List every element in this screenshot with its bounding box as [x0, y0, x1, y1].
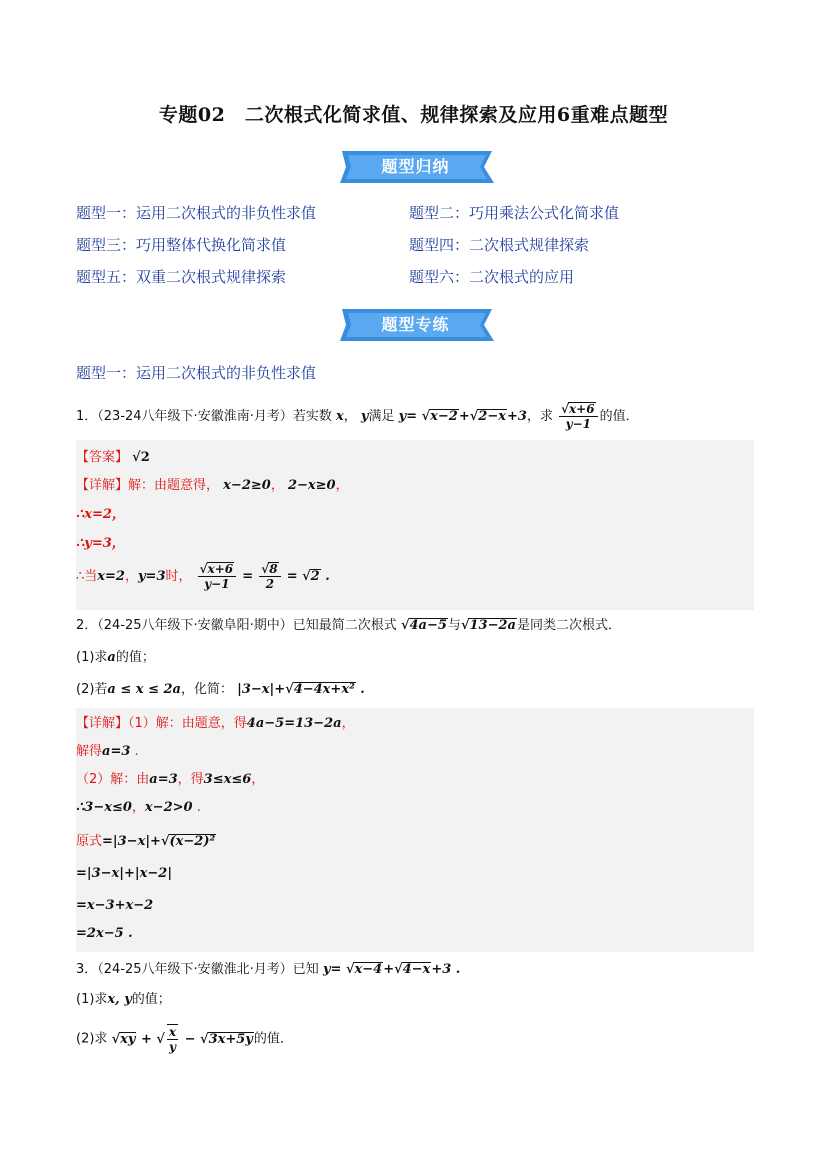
question-2: 2．（24-25八年级下·安徽阜阳·期中）已知最简二次根式 √4a−5与√13−2a是同类二次根式． [76, 618, 621, 633]
q2-and: 与 [447, 618, 461, 633]
q1-fraction: $\frac{√x+6}{y-1}$ [559, 402, 597, 431]
detail-intro: 解：由题意得， [128, 478, 220, 493]
a1-y-value: y=3 [138, 569, 166, 585]
a1-ineq-1: x−2≥0 [223, 478, 271, 493]
practice-banner-label: 题型专练 [381, 315, 450, 334]
a1-ineq-2: 2−x≥0 [287, 478, 336, 493]
summary-banner-label: 题型归纳 [381, 157, 450, 176]
q2-tail: 是同类二次根式． [516, 618, 621, 633]
category-5: 题型五：双重二次根式规律探索 [76, 268, 287, 286]
q1-equation: y= √x−2+√2−x+3 [398, 409, 527, 425]
q3-text: 3．（24-25八年级下·安徽淮北·月考）已知 [76, 962, 319, 977]
category-4: 题型四：二次根式规律探索 [409, 236, 590, 254]
a2-step-2: （2）解：由 [76, 772, 150, 787]
q2-p2: (2)若 [76, 682, 108, 697]
a1-final-line: ∴当x=2，y=3时， $\frac{√x+6}{y-1}$ = $\frac{√8}{2}$ = √2 . [76, 562, 330, 592]
a2-step-2-get: ，得 [177, 772, 204, 787]
question-1 [76, 402, 639, 431]
a1-fraction-2: $\frac{√8}{2}$ [259, 562, 280, 591]
answer-tag: 【答案】 [76, 450, 129, 465]
category-6: 题型六：二次根式的应用 [409, 268, 575, 286]
q3-p2-end: 的值． [253, 1031, 293, 1047]
a2-result: =2x−5 [76, 926, 124, 941]
q1-end: 的值． [599, 409, 639, 425]
a1-when: ∴当 [76, 569, 98, 585]
a1-fraction-1: $\frac{√x+6}{y-1}$ [198, 562, 236, 591]
q1-source: （23-24八年级下·安徽淮南·月考）若实数 [97, 409, 332, 425]
a2-line-expand: =x−3+x−2 [76, 898, 154, 913]
q3-p2: (2)求 [76, 1031, 108, 1047]
q2-p2-simplify: ，化简： [180, 682, 233, 697]
q1-comma: ， [343, 409, 357, 425]
a2-solve: 解得 [76, 744, 103, 759]
summary-banner [334, 148, 497, 186]
a2-step-2-a: a=3 [149, 772, 178, 787]
question-2-part-1: (1)求a的值； [76, 650, 155, 665]
q1-var-y: y [360, 409, 369, 425]
q1-number: 1． [76, 409, 98, 425]
q3-p1-vars: x, y [107, 992, 132, 1007]
answer-2-block: 【详解】（1）解：由题意，得4a−5=13−2a， 解得a=3 . （2）解：由a=3，得3≤x≤6， ∴3−x≤0，x−2>0 . 原式=|3−x|+√(x−2)² =|3−x|+|x−2| =x−3+x−2 =2x−5 . [76, 708, 754, 952]
q1-condition: 满足 [368, 409, 395, 425]
a2-original: 原式 [76, 834, 103, 849]
a2-step-1-eq: 4a−5=13−2a [246, 716, 342, 731]
a2-detail-tag: 【详解】 [76, 716, 129, 731]
q1-ask: ，求 [526, 409, 553, 425]
section-heading: 题型一：运用二次根式的非负性求值 [76, 364, 317, 382]
q2-p1-end: 的值； [115, 650, 155, 665]
a2-step-1: （1）解：由题意，得 [128, 716, 247, 731]
a2-line-result: =2x−5 . [76, 926, 133, 941]
page-title: 专题02 二次根式化简求值、规律探索及应用6重难点题型 [158, 104, 669, 126]
q2-p1: (1)求 [76, 650, 108, 665]
category-2: 题型二：巧用乘法公式化简求值 [409, 204, 620, 222]
a2-line-abs: =|3−x|+|x−2| [76, 866, 173, 881]
q1-var-x: x [335, 409, 344, 425]
a2-step-2-range: 3≤x≤6 [203, 772, 252, 787]
a1-x-value: x=2 [97, 569, 125, 585]
q2-text: 2．（24-25八年级下·安徽阜阳·期中）已知最简二次根式 [76, 618, 397, 633]
question-3-part-1 [76, 988, 171, 1007]
q3-p1: (1)求 [76, 992, 108, 1007]
answer-1-block: 【答案】 √2 【详解】解：由题意得， x−2≥0， 2−x≥0， ∴x=2， ∴y=3， ∴当x=2，y=3时， $\frac{√x+6}{y-1}$ = $\frac{√8}{2}$ = √2 . [76, 440, 754, 610]
practice-banner [334, 306, 497, 344]
question-2-part-2: (2)若a ≤ x ≤ 2a，化简： |3−x|+√4−4x+x² . [76, 682, 365, 697]
category-1: 题型一：运用二次根式的非负性求值 [76, 204, 317, 222]
q3-p1-end: 的值； [131, 992, 171, 1007]
a2-ineq-2: x−2>0 [144, 800, 193, 815]
a1-sep: ， [124, 569, 138, 585]
detail-tag: 【详解】 [76, 478, 129, 493]
question-3-part-2: (2)求 √xy + √ $\frac{x}{y}$ − √3x+5y的值． [76, 1025, 293, 1054]
a2-ineq-1: ∴3−x≤0 [76, 800, 132, 815]
a1-line-x: ∴x=2， [76, 507, 125, 522]
a1-line-y: ∴y=3， [76, 536, 125, 551]
question-3: 3．（24-25八年级下·安徽淮北·月考）已知 y= √x−4+√4−x+3 . [76, 962, 461, 977]
a2-solve-eq: a=3 [102, 744, 131, 759]
answer-value: √2 [132, 450, 150, 465]
category-3: 题型三：巧用整体代换化简求值 [76, 236, 287, 254]
a1-then: 时， [165, 569, 192, 585]
